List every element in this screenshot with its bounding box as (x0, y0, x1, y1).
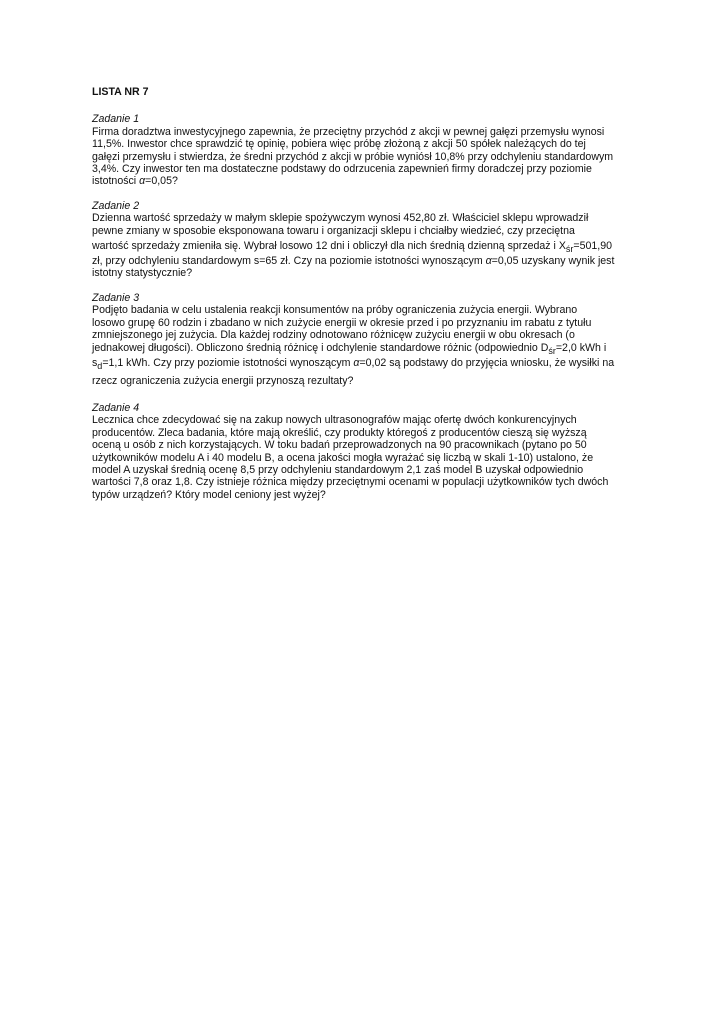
alpha-symbol: α (485, 255, 492, 268)
task-2 (92, 200, 640, 280)
task-3-line-5-value: =0,02 są podstawy do przyjęcia wniosku, że wysiłki na (359, 356, 615, 369)
task-3-line-5 (92, 354, 640, 372)
task-4-line-3: oceną u osób z nich korzystających. W toku badań przeprowadzonych na 90 pracownikach (pytano po 50 (92, 439, 587, 452)
task-3 (92, 292, 640, 390)
subscript-sr: śr (565, 244, 574, 255)
task-1-line-5 (92, 175, 640, 187)
task-2-line-1: Dzienna wartość sprzedaży w małym sklepie spożywczym wynosi 452,80 zł. Właściciel sklepu wprowadził (92, 212, 589, 225)
alpha-symbol: α (139, 175, 146, 188)
task-1-body (92, 126, 640, 188)
task-2-line-4-value: =0,05 uzyskany wynik jest (491, 255, 615, 268)
task-1-line-2: 11,5%. Inwestor chce sprawdzić tę opinię, pobiera więc próbę złożoną z akcji 50 spółek należących do tej (92, 138, 586, 151)
document-title: LISTA NR 7 (92, 86, 149, 98)
task-3-line-2: losowo grupę 60 rodzin i zbadano w nich zużycie energii w okresie przed i po przyznaniu im rabatu z tytułu (92, 316, 592, 329)
subscript-d: d (97, 360, 103, 371)
task-2-line-3-value: =501,90 (573, 240, 612, 253)
task-3-line-5-text: =1,1 kWh. Czy przy poziomie istotności wynoszącym (102, 356, 354, 369)
document-page (92, 86, 640, 513)
alpha-symbol: α (353, 356, 360, 369)
task-2-line-3 (92, 237, 640, 255)
task-4 (92, 402, 640, 501)
task-4-title: Zadanie 4 (92, 401, 140, 414)
task-1-title: Zadanie 1 (92, 113, 140, 126)
task-2-line-3-text: wartość sprzedaży zmieniła się. Wybrał losowo 12 dni i obliczył dla nich średnią dzienną sprzedaż i X (92, 240, 566, 253)
task-2-line-4-text: zł, przy odchyleniu standardowym s=65 zł. Czy na poziomie istotności wynoszącym (92, 255, 486, 268)
task-3-title: Zadanie 3 (92, 291, 140, 304)
task-2-title: Zadanie 2 (92, 199, 140, 212)
task-4-line-1: Lecznica chce zdecydować się na zakup nowych ultrasonografów mając ofertę dwóch konkurencyjnych (92, 414, 577, 427)
task-4-line-2: producentów. Zleca badania, które mają określić, czy produkty któregoś z producentów cieszą się wyższą (92, 426, 587, 439)
task-3-line-4 (92, 342, 640, 354)
task-2-body (92, 212, 640, 280)
task-3-line-4-text: jednakowej długości). Obliczono średnią różnicę i odchylenie standardowe różnic (odpowiednio D (92, 341, 549, 354)
task-1 (92, 113, 640, 187)
task-2-line-4 (92, 255, 640, 267)
task-3-line-6: rzecz ograniczenia zużycia energii przynoszą rezultaty? (92, 374, 354, 387)
task-2-line-2: pewne zmiany w sposobie eksponowana towaru i organizacji sklepu i chciałby wiedzieć, czy przeciętna (92, 224, 575, 237)
task-4-body (92, 414, 640, 501)
task-4-line-6: wartości 7,8 oraz 1,8. Czy istnieje różnica między przeciętnymi ocenami w populacji użytkowników tych dwóch (92, 476, 609, 489)
task-3-body (92, 304, 640, 390)
task-4-line-4: użytkowników modelu A i 40 modelu B, a ocena jakości mogła wyrażać się liczbą w skali 1-10) ustalono, że (92, 451, 594, 464)
task-3-line-5-s: s (92, 356, 98, 369)
task-4-line-5: model A uzyskał średnią ocenę 8,5 przy odchyleniu standardowym 2,1 zaś model B uzyskał odpowiednio (92, 463, 584, 476)
task-3-line-3: zmniejszonego jej zużycia. Dla każdej rodziny odnotowano różnicęw zużyciu energii w obu okresach (o (92, 329, 575, 342)
task-1-line-5-value: =0,05? (145, 175, 178, 188)
task-4-line-7: typów urządzeń? Który model ceniony jest wyżej? (92, 488, 326, 501)
task-1-line-5-text: istotności (92, 175, 140, 188)
task-1-line-3: gałęzi przemysłu i stwierdza, że średni przychód z akcji w próbie wyniósł 10,8% przy odchyleniu standardowym (92, 150, 614, 163)
task-2-line-5: istotny statystycznie? (92, 267, 193, 280)
task-3-line-4-value: =2,0 kWh i (555, 341, 607, 354)
task-1-line-1: Firma doradztwa inwestycyjnego zapewnia, że przeciętny przychód z akcji w pewnej gałęzi przemysłu wynosi (92, 125, 605, 138)
subscript-sr: śr (548, 345, 556, 356)
task-3-line-1: Podjęto badania w celu ustalenia reakcji konsumentów na próby ograniczenia zużycia energii. Wybrano (92, 304, 578, 317)
task-1-line-4: 3,4%. Czy inwestor ten ma dostateczne podstawy do odrzucenia zapewnień firmy doradczej przy poziomie (92, 163, 592, 176)
